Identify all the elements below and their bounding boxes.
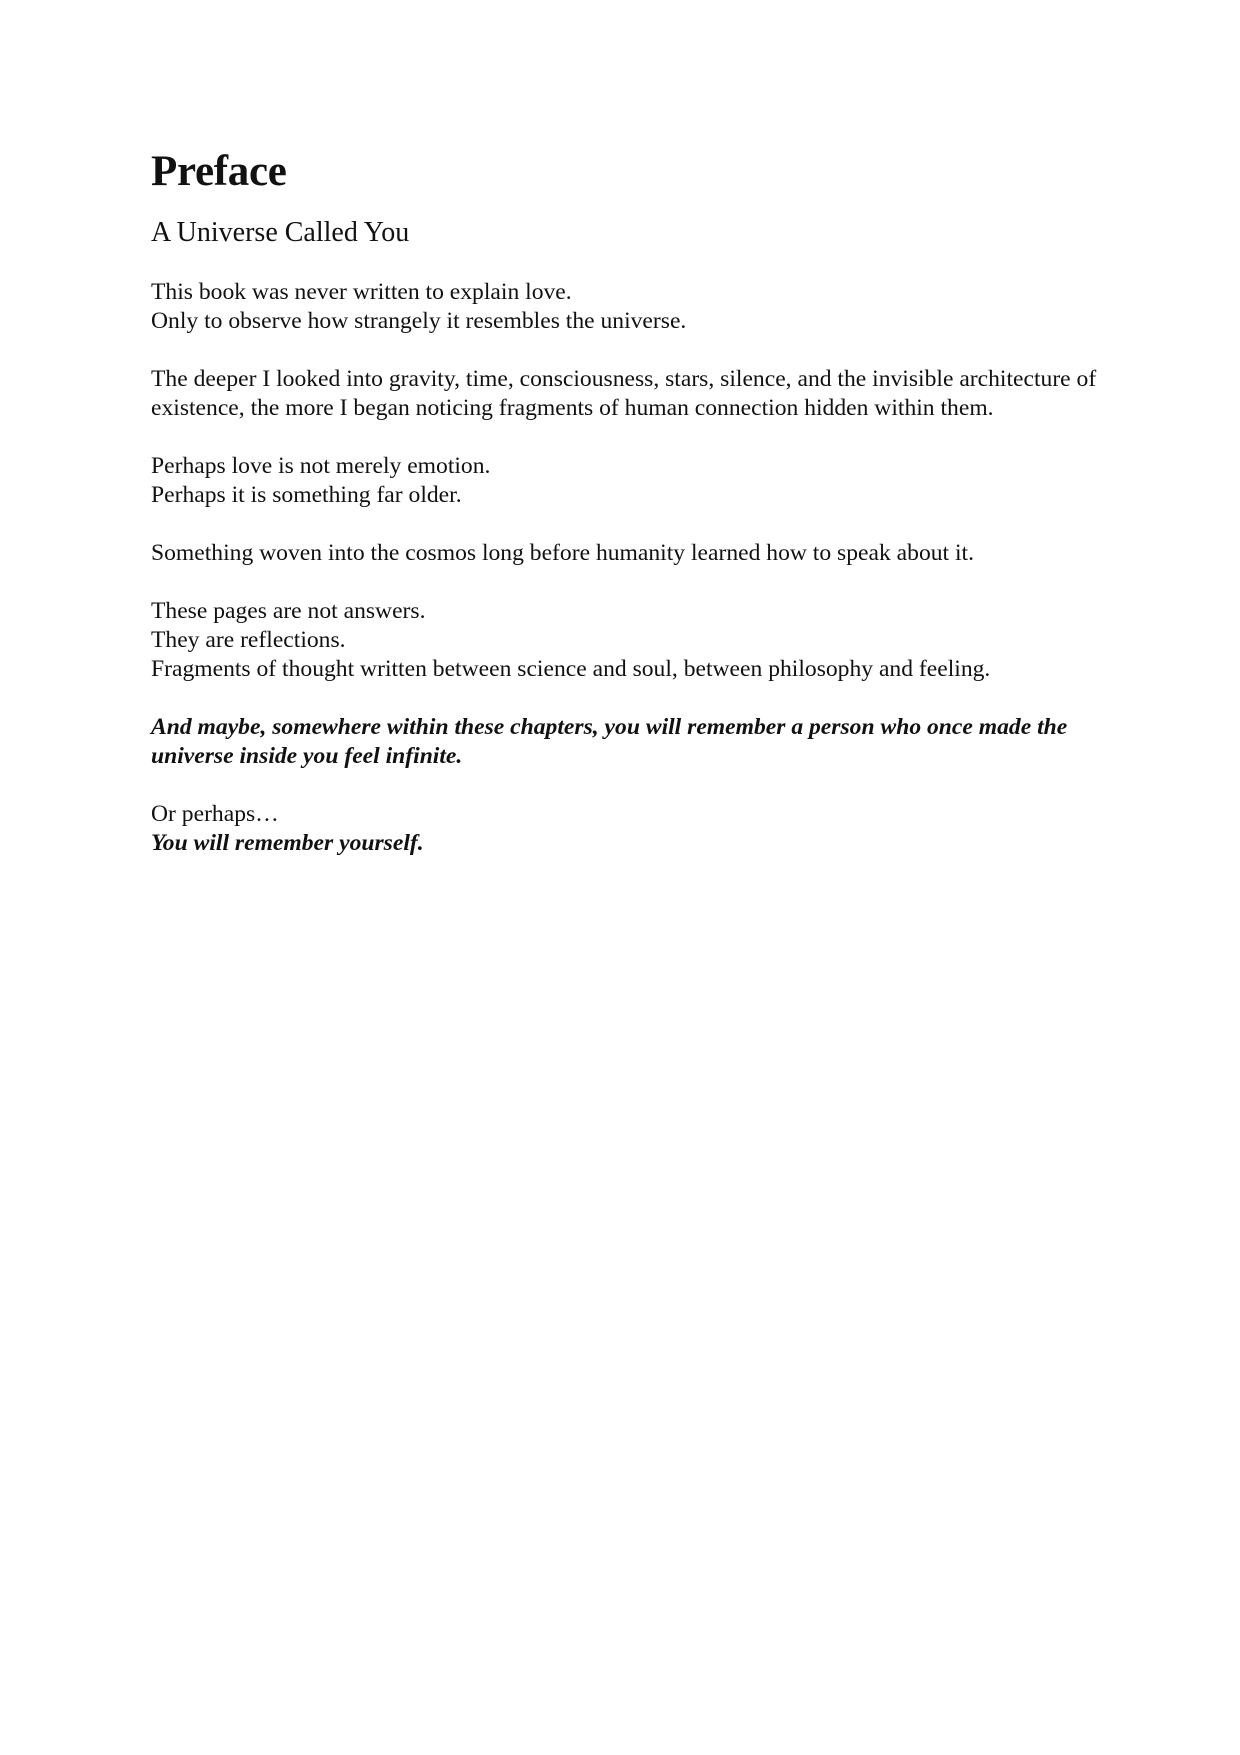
paragraph-3: [151, 452, 1101, 510]
paragraph-line: They are reflections.: [151, 627, 346, 653]
closing-emphasis-line: You will remember yourself.: [151, 830, 424, 856]
page-title: Preface: [151, 148, 287, 195]
emphasis-paragraph: And maybe, somewhere within these chapters, you will remember a person who once made the universe inside you feel infinite.: [151, 714, 1068, 769]
paragraph-2: The deeper I looked into gravity, time, consciousness, stars, silence, and the invisible architecture of existence, the more I began noticing fragments of human connection hidden within them.: [151, 366, 1097, 421]
paragraph-line: Only to observe how strangely it resembles the universe.: [151, 308, 687, 334]
paragraph-5: [151, 597, 1101, 684]
paragraph-line: This book was never written to explain love.: [151, 279, 572, 305]
page-content: [151, 150, 1101, 887]
page-subtitle: A Universe Called You: [151, 217, 410, 248]
paragraph-line: Perhaps love is not merely emotion.: [151, 453, 491, 479]
paragraph-line: Fragments of thought written between science and soul, between philosophy and feeling.: [151, 656, 991, 682]
paragraph-line: These pages are not answers.: [151, 598, 426, 624]
paragraph-1: [151, 278, 1101, 336]
paragraph-line: Or perhaps…: [151, 801, 279, 827]
closing-paragraph: [151, 800, 1101, 858]
paragraph-4: Something woven into the cosmos long before humanity learned how to speak about it.: [151, 540, 975, 566]
paragraph-line: Perhaps it is something far older.: [151, 482, 462, 508]
